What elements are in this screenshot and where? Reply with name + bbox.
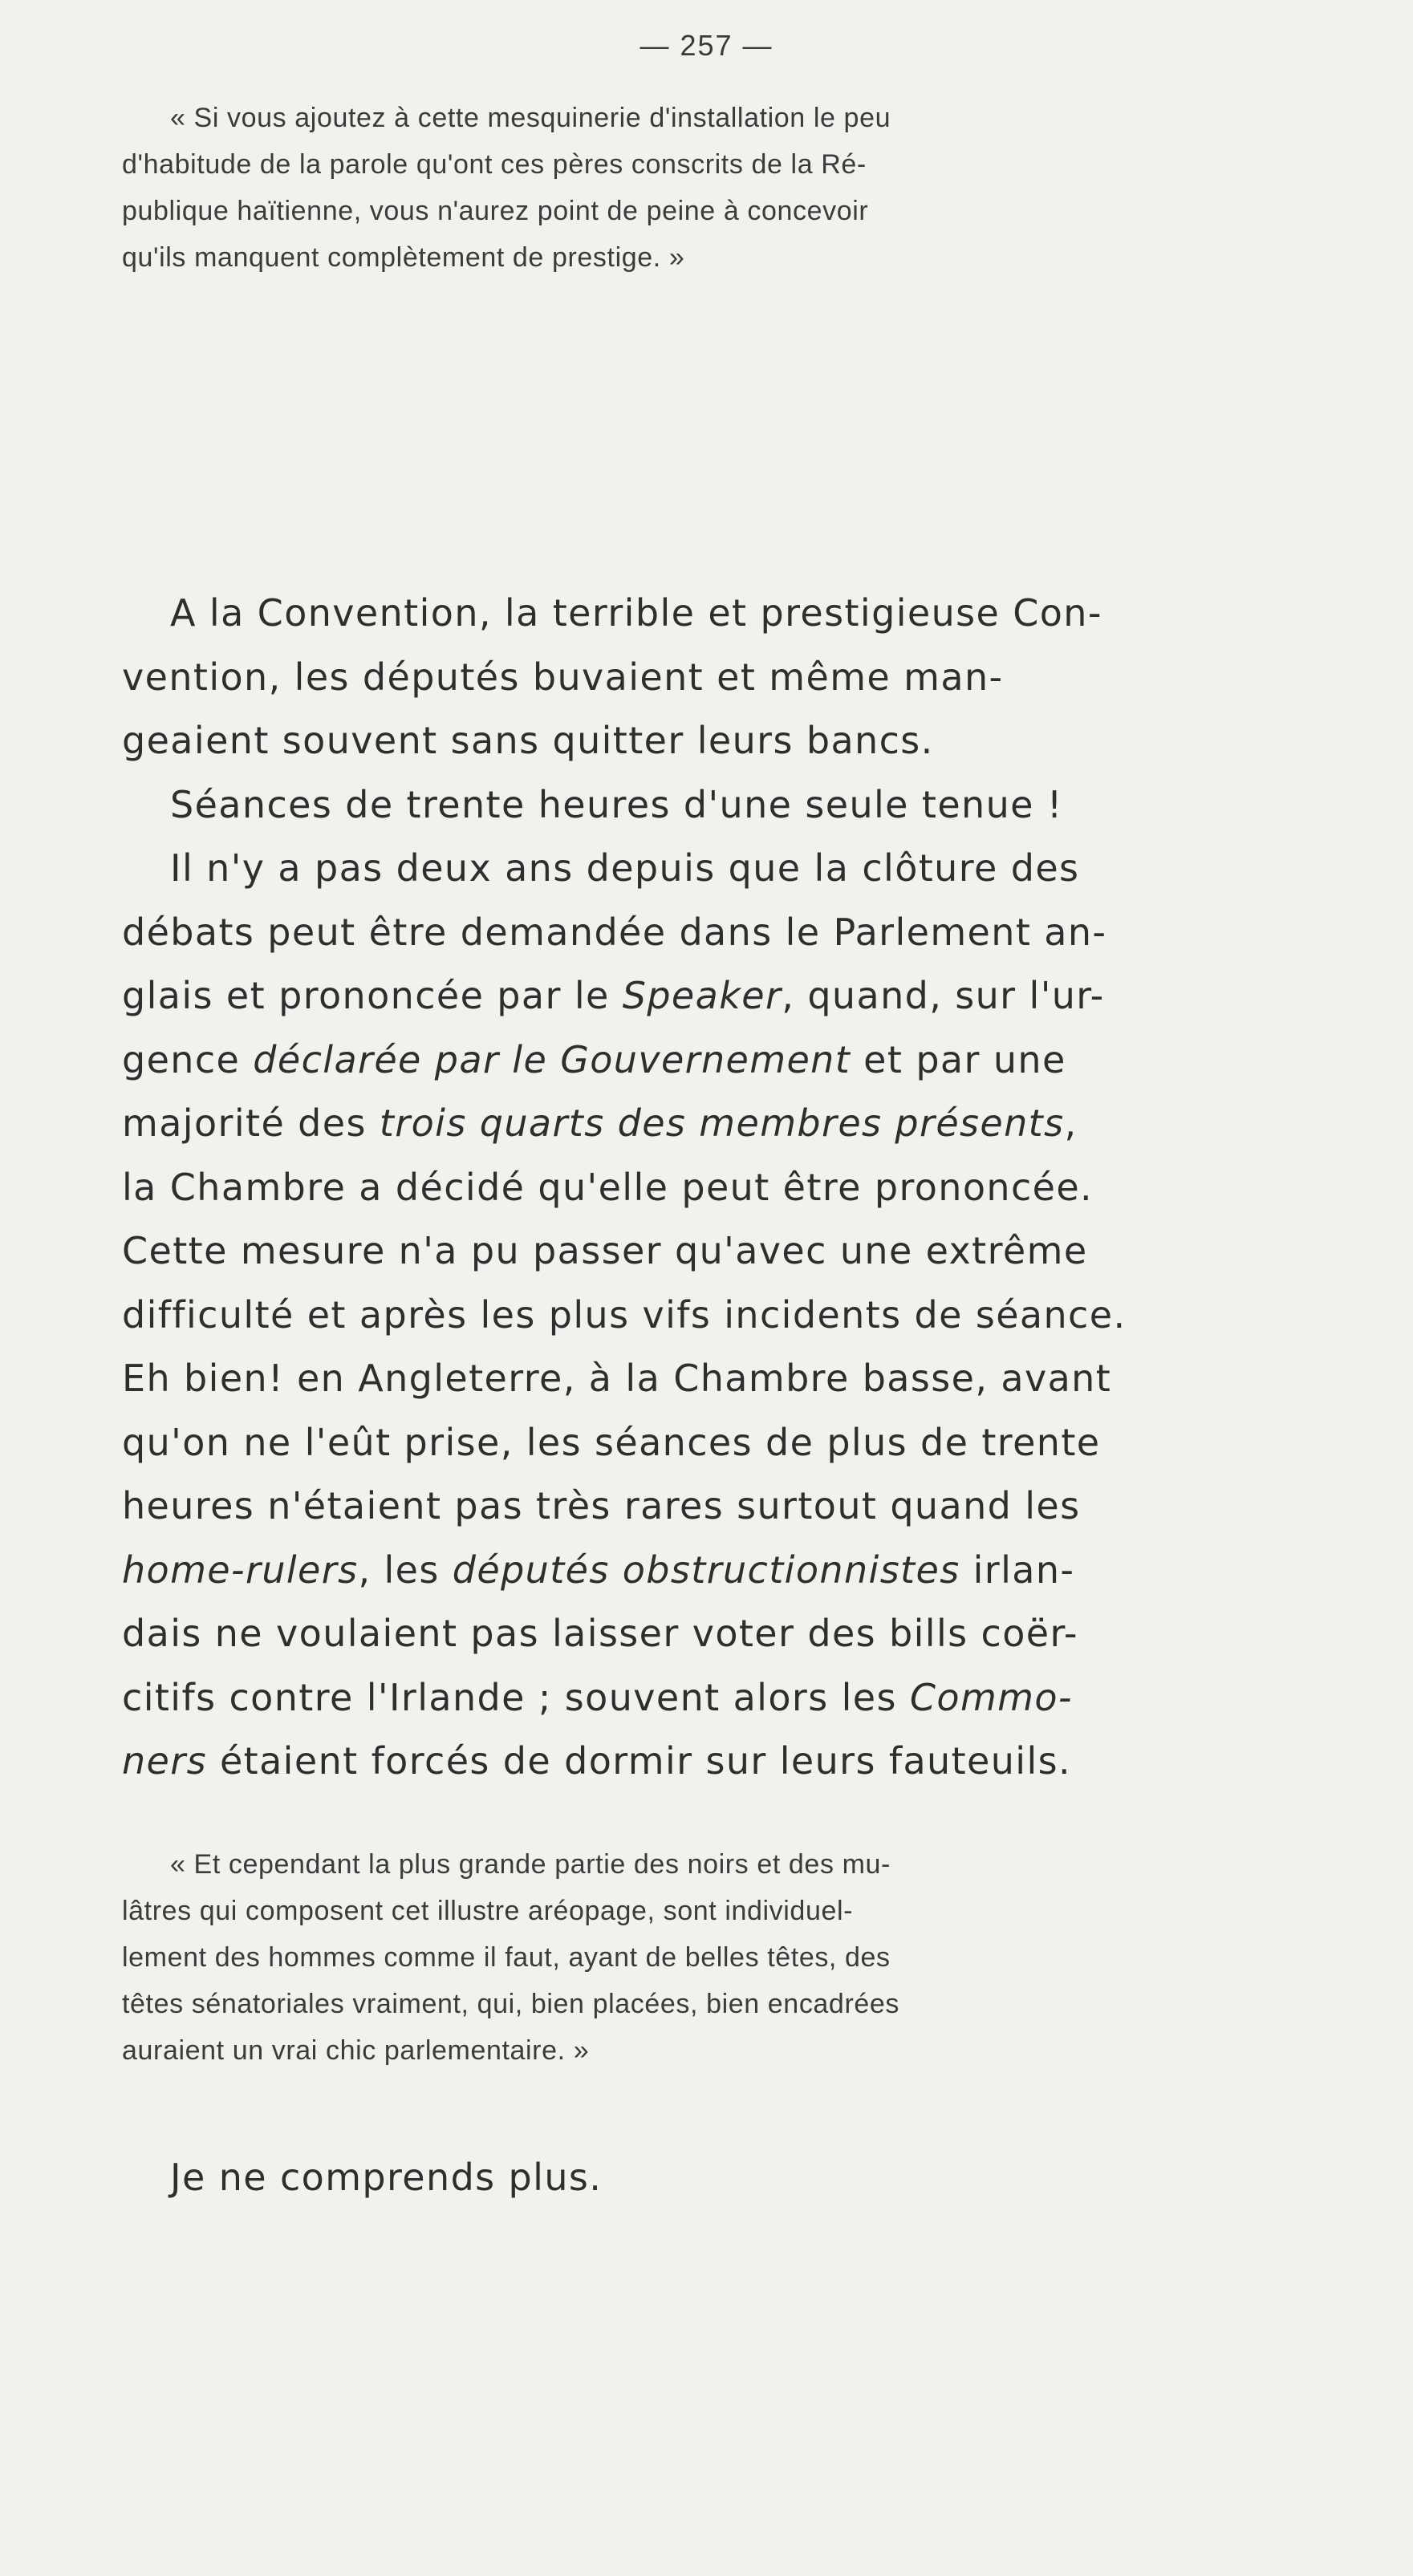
body-text-segment: , quand, sur l'ur- bbox=[782, 974, 1105, 1017]
italic-term-home-rulers: home-rulers bbox=[122, 1548, 359, 1592]
quote-2-line: lement des hommes comme il faut, ayant de belles têtes, des bbox=[122, 1942, 891, 1973]
quote-1-line: d'habitude de la parole qu'ont ces pères conscrits de la Ré- bbox=[122, 149, 867, 180]
quote-2-line: têtes sénatoriales vraiment, qui, bien placées, bien encadrées bbox=[122, 1989, 899, 2019]
body-text-segment: gence bbox=[122, 1037, 254, 1081]
body-line: débats peut être demandée dans le Parlement an- bbox=[122, 910, 1107, 954]
body-line bbox=[122, 1028, 1261, 1093]
italic-term-commoners: ners bbox=[122, 1739, 207, 1783]
body-line bbox=[122, 1092, 1261, 1156]
italic-phrase: déclarée par le Gouvernement bbox=[253, 1037, 851, 1081]
body-text-segment: irlan- bbox=[960, 1548, 1075, 1592]
body-line: difficulté et après les plus vifs incidents de séance. bbox=[122, 1292, 1127, 1337]
body-line: la Chambre a décidé qu'elle peut être prononcée. bbox=[122, 1165, 1094, 1209]
body-text-segment: étaient forcés de dormir sur leurs fauteuils. bbox=[206, 1739, 1072, 1783]
page-number: — 257 — bbox=[640, 29, 773, 62]
body-line: A la Convention, la terrible et prestigieuse Con- bbox=[170, 591, 1102, 635]
main-paragraphs bbox=[122, 582, 1261, 1794]
body-line: heures n'étaient pas très rares surtout quand les bbox=[122, 1484, 1081, 1527]
body-text-segment: , bbox=[1064, 1101, 1078, 1145]
body-line bbox=[122, 1539, 1261, 1603]
quote-2-line: « Et cependant la plus grande partie des noirs et des mu- bbox=[170, 1849, 891, 1880]
closing-paragraph bbox=[122, 2146, 1261, 2210]
quote-1-line: publique haïtienne, vous n'aurez point de peine à concevoir bbox=[122, 196, 869, 226]
quote-2-line: auraient un vrai chic parlementaire. » bbox=[122, 2035, 590, 2066]
body-line: Cette mesure n'a pu passer qu'avec une extrême bbox=[122, 1229, 1088, 1272]
body-line: qu'on ne l'eût prise, les séances de plus de trente bbox=[122, 1420, 1101, 1464]
body-line: dais ne voulaient pas laisser voter des bills coër- bbox=[122, 1612, 1078, 1655]
italic-term-speaker: Speaker bbox=[622, 974, 782, 1017]
body-line: geaient souvent sans quitter leurs bancs. bbox=[122, 719, 934, 762]
body-line bbox=[122, 1730, 1261, 1794]
italic-term-commoners: Commo- bbox=[909, 1675, 1073, 1719]
body-line: Séances de trente heures d'une seule tenue ! bbox=[170, 782, 1063, 826]
italic-phrase: trois quarts des membres présents bbox=[379, 1101, 1065, 1145]
quote-1-line: « Si vous ajoutez à cette mesquinerie d'installation le peu bbox=[170, 103, 891, 133]
italic-phrase: députés obstructionnistes bbox=[452, 1548, 960, 1592]
quote-2-line: lâtres qui composent cet illustre aréopage, sont individuel- bbox=[122, 1896, 854, 1926]
body-line: Il n'y a pas deux ans depuis que la clôture des bbox=[170, 846, 1080, 890]
quote-block-1 bbox=[122, 95, 1261, 281]
body-line bbox=[122, 1666, 1261, 1730]
body-text-segment: , les bbox=[358, 1548, 453, 1592]
quote-1-line: qu'ils manquent complètement de prestige. » bbox=[122, 242, 685, 273]
body-text-segment: majorité des bbox=[122, 1101, 380, 1145]
body-line bbox=[122, 964, 1261, 1028]
body-text-segment: glais et prononcée par le bbox=[122, 974, 623, 1017]
body-text-segment: et par une bbox=[851, 1037, 1066, 1081]
body-text-segment: citifs contre l'Irlande ; souvent alors les bbox=[122, 1675, 910, 1719]
closing-line: Je ne comprends plus. bbox=[170, 2156, 603, 2199]
quote-block-2 bbox=[122, 1841, 1261, 2074]
body-line: vention, les députés buvaient et même man- bbox=[122, 655, 1004, 699]
body-line: Eh bien! en Angleterre, à la Chambre basse, avant bbox=[122, 1357, 1112, 1400]
